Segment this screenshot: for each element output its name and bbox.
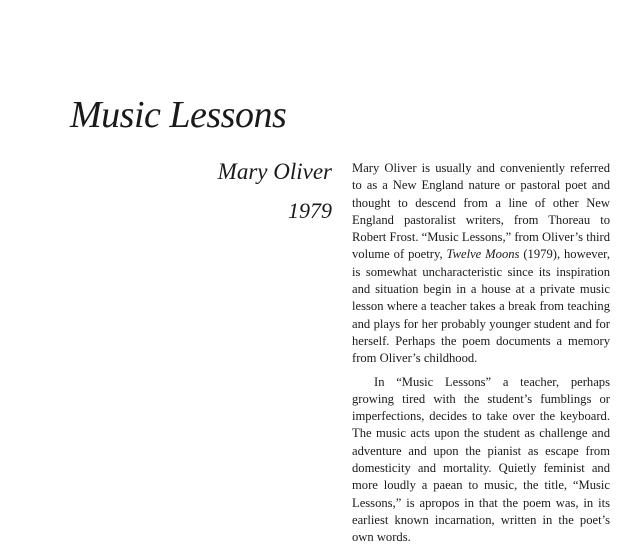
body-paragraph-2: In “Music Lessons” a teacher, perhaps growing tired with the student’s fumblings or imperfections, decides to take over the keyboard. The music acts upon the student as challenge and adventure and upon the pianist as escape from domesticity and mortality. Quietly feminist and more loudly a paean to music, the title, “Music Lessons,” is apropos in that the poem was, in its earliest known incarnation, written in the poet’s own words. bbox=[352, 374, 610, 545]
body-paragraph-1 bbox=[352, 160, 610, 368]
body-text-column bbox=[352, 160, 611, 545]
publication-year: 1979 bbox=[288, 198, 332, 223]
paragraph-1-text: Mary Oliver is usually and conveniently referred to as a New England nature or pastoral poet and thought to descend from a line of other New England pastoralist writers, from Thoreau to Robert Frost. “Music Lessons,” from Oliver’s third volume of poetry, bbox=[352, 161, 610, 262]
essay-title: Music Lessons bbox=[70, 94, 287, 136]
paragraph-1-text-continued: (1979), however, is somewhat uncharacteristic since its inspiration and situation begin in a house at a private music lesson where a teacher takes a break from teaching and plays for her probably younger student and for herself. Perhaps the poem documents a memory from Oliver’s childhood. bbox=[352, 247, 611, 366]
author-name: Mary Oliver bbox=[217, 159, 332, 184]
book-title: Twelve Moons bbox=[446, 247, 520, 262]
